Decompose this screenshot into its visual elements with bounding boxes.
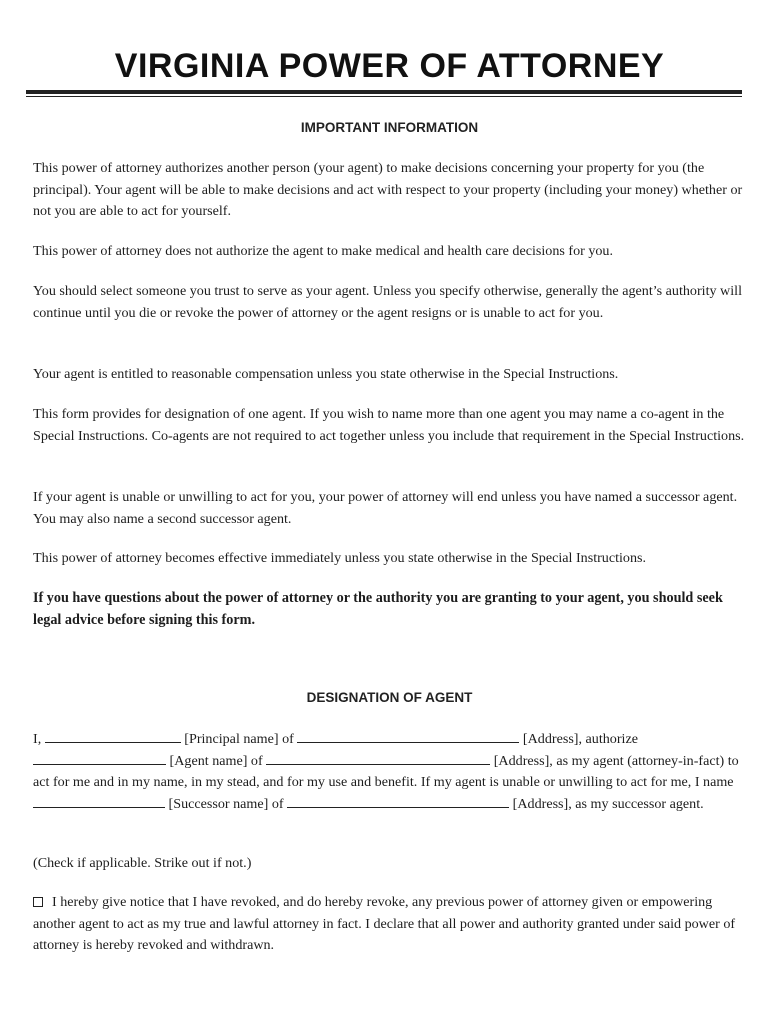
important-information-heading: IMPORTANT INFORMATION <box>300 120 479 135</box>
paragraph-compensation: Your agent is entitled to reasonable compensation unless you state otherwise in the Special Instructions. <box>33 366 619 382</box>
agent-address-label: [Address], as my agent (attorney-in-fact) to act for me and in my name, in my stead, and for my use and benefit. If my agent is unable or unwilling to act for me, I name <box>33 752 739 790</box>
revocation-paragraph <box>33 892 745 957</box>
document-title: VIRGINIA POWER OF ATTORNEY <box>114 47 665 85</box>
principal-name-label: [Principal name] of <box>184 731 294 747</box>
revocation-text: I hereby give notice that I have revoked, and do hereby revoke, any previous power of attorney given or empowering another agent to act as my true and lawful attorney in fact. I declare that all power and authority granted under said power of attorney is hereby revoked and withdrawn. <box>33 894 736 953</box>
paragraph-legal-advice: If you have questions about the power of attorney or the authority you are granting to your agent, you should seek legal advice before signing this form. <box>33 590 723 628</box>
title-rule-thick <box>26 90 742 94</box>
check-instruction: (Check if applicable. Strike out if not.) <box>33 855 252 871</box>
principal-address-label: [Address], authorize <box>522 731 638 747</box>
agent-address-blank[interactable] <box>266 752 490 765</box>
paragraph-effective: This power of attorney becomes effective immediately unless you state otherwise in the Special Instructions. <box>33 550 647 566</box>
designation-of-agent-heading: DESIGNATION OF AGENT <box>306 690 473 705</box>
paragraph-authorization: This power of attorney authorizes another person (your agent) to make decisions concerning your property for you (the principal). Your agent will be able to make decisions and act with respect to your property (including your money) whether or not you are able to act for yourself. <box>33 160 743 219</box>
designation-paragraph <box>33 729 745 815</box>
paragraph-co-agent: This form provides for designation of one agent. If you wish to name more than one agent you may name a co-agent in the Special Instructions. Co-agents are not required to act together unless you include that requirement in the Special Instructions. <box>33 406 745 444</box>
principal-name-blank[interactable] <box>45 730 181 743</box>
designation-i: I, <box>33 731 42 747</box>
revocation-checkbox[interactable] <box>33 897 43 907</box>
paragraph-select-agent: You should select someone you trust to serve as your agent. Unless you specify otherwise, generally the agent’s authority will continue until you die or revoke the power of attorney or the agent resigns or is unable to act for you. <box>33 283 742 321</box>
successor-address-blank[interactable] <box>287 795 509 808</box>
successor-address-label: [Address], <box>512 795 572 812</box>
paragraph-successor: If your agent is unable or unwilling to act for you, your power of attorney will end unless you have named a successor agent. You may also name a second successor agent. <box>33 489 738 527</box>
agent-name-label: [Agent name] of <box>169 752 263 769</box>
successor-agent-label: as my successor agent. <box>575 795 704 812</box>
title-rule-thin <box>26 96 742 97</box>
paragraph-no-medical: This power of attorney does not authorize the agent to make medical and health care decisions for you. <box>33 243 613 259</box>
principal-address-blank[interactable] <box>297 730 519 743</box>
agent-name-blank[interactable] <box>33 752 166 765</box>
successor-name-label: [Successor name] of <box>168 795 284 812</box>
successor-name-blank[interactable] <box>33 795 165 808</box>
